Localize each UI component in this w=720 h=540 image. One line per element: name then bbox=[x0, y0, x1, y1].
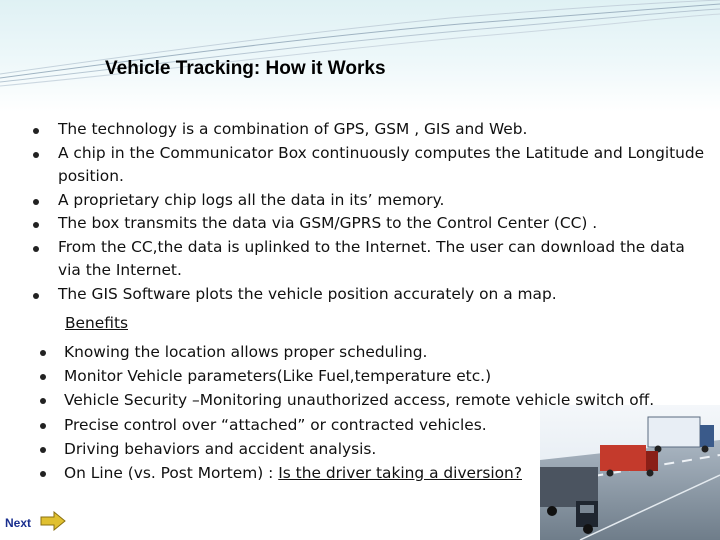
list-item: Precise control over “attached” or contracted vehicles. bbox=[0, 413, 700, 437]
list-item: Knowing the location allows proper scheduling. bbox=[0, 340, 700, 364]
bullet-icon bbox=[40, 350, 46, 356]
list-item: Driving behaviors and accident analysis. bbox=[0, 437, 700, 461]
list-item: Vehicle Security –Monitoring unauthorized access, remote vehicle switch off. bbox=[0, 388, 700, 412]
list-item: The GIS Software plots the vehicle position accurately on a map. bbox=[0, 283, 712, 307]
how-it-works-list bbox=[0, 118, 712, 306]
list-item: The box transmits the data via GSM/GPRS to the Control Center (CC) . bbox=[0, 212, 712, 236]
benefits-heading: Benefits bbox=[65, 314, 128, 332]
bullet-icon bbox=[40, 471, 46, 477]
next-arrow-icon[interactable] bbox=[40, 511, 66, 531]
benefits-list bbox=[0, 340, 700, 485]
bullet-icon bbox=[33, 293, 39, 299]
bullet-icon bbox=[33, 246, 39, 252]
bullet-icon bbox=[33, 199, 39, 205]
bullet-icon bbox=[33, 152, 39, 158]
next-button[interactable]: Next bbox=[5, 516, 32, 530]
list-item: The technology is a combination of GPS, GSM , GIS and Web. bbox=[0, 118, 712, 142]
bullet-icon bbox=[40, 447, 46, 453]
list-item: A chip in the Communicator Box continuously computes the Latitude and Longitude position. bbox=[0, 142, 712, 189]
list-item: Monitor Vehicle parameters(Like Fuel,temperature etc.) bbox=[0, 364, 700, 388]
list-item: On Line (vs. Post Mortem) : Is the driver taking a diversion? bbox=[0, 461, 700, 485]
bullet-icon bbox=[40, 398, 46, 404]
header-swoosh-decoration bbox=[0, 0, 720, 112]
list-item: From the CC,the data is uplinked to the Internet. The user can download the data via the Internet. bbox=[0, 236, 712, 283]
list-item: A proprietary chip logs all the data in its’ memory. bbox=[0, 189, 712, 213]
slide-title: Vehicle Tracking: How it Works bbox=[105, 58, 386, 79]
diversion-link[interactable]: Is the driver taking a diversion? bbox=[278, 464, 522, 483]
bullet-icon bbox=[40, 423, 46, 429]
bullet-icon bbox=[33, 222, 39, 228]
bullet-icon bbox=[33, 128, 39, 134]
bullet-icon bbox=[40, 374, 46, 380]
